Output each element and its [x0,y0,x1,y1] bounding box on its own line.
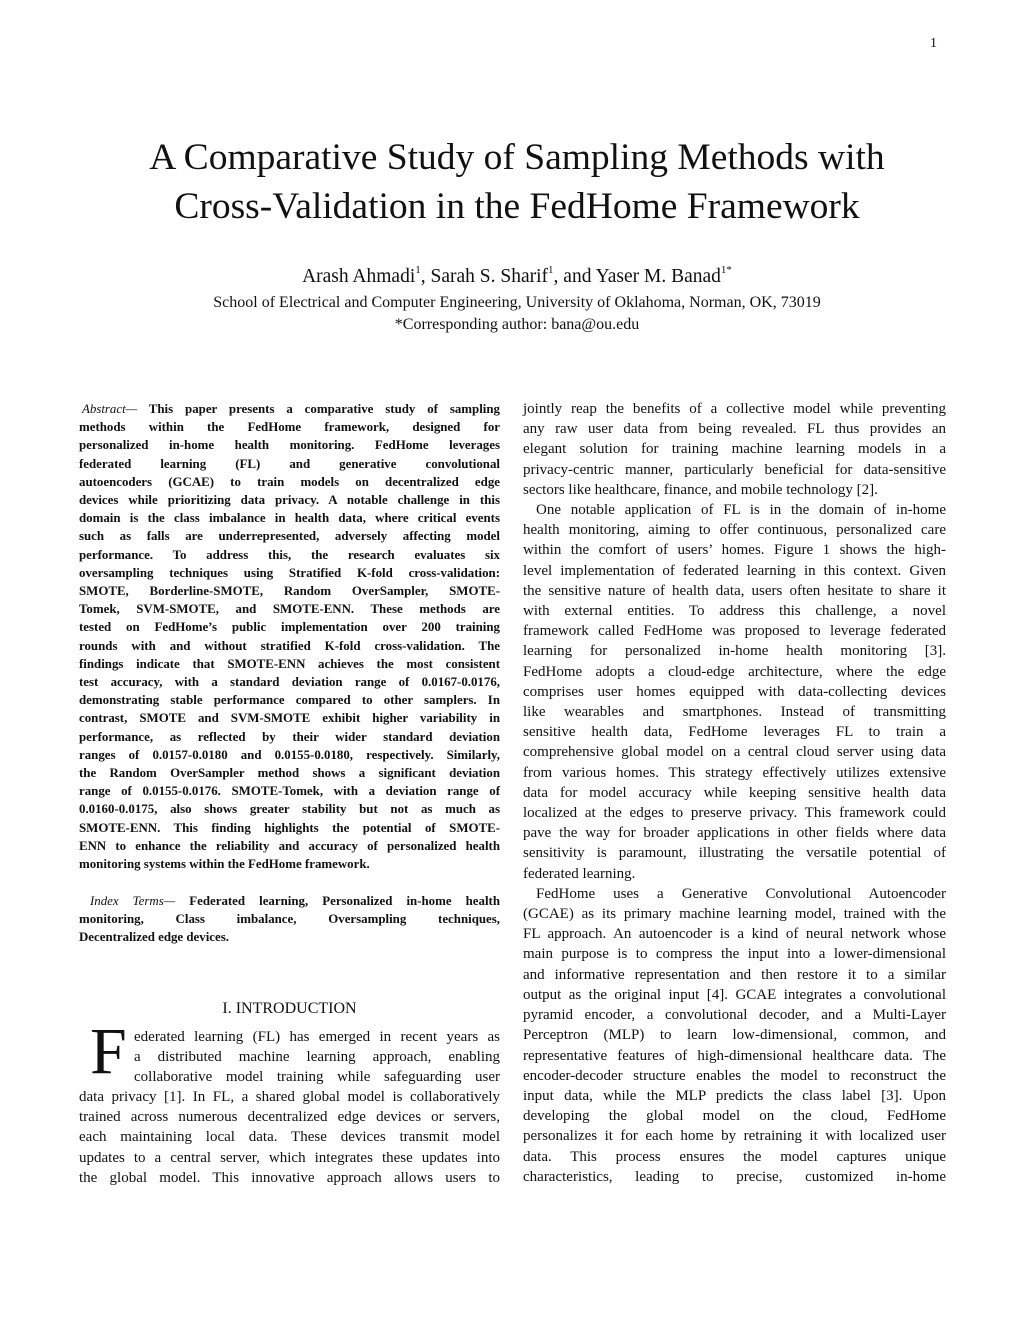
text-line [79,527,500,545]
line-text: elegant solution for training machine learning models in a [523,441,946,458]
lead-label: Index Terms— [90,894,176,908]
line-text: FedHome uses a Generative Convolutional Autoencoder [536,885,946,902]
line-text: range of 0.0155-0.0176. SMOTE-Tomek, with a deviation range of [79,784,500,799]
text-line [79,837,500,855]
text-line [523,520,946,540]
drop-cap: F [90,1015,127,1088]
text-line [79,819,500,837]
text-line [79,800,500,818]
line-text: framework called FedHome was proposed to leverage federated [523,623,946,640]
text-line [523,641,946,661]
line-text: such as falls are underrepresented, adversely affecting model [79,529,500,544]
text-line [523,965,946,985]
text-line [79,1127,500,1147]
page-number: 1 [930,36,937,51]
line-text: with external entities. To address this challenge, a novel [523,603,946,620]
text-line [79,637,500,655]
text-line [79,473,500,491]
line-text: findings indicate that SMOTE-ENN achieves the most consistent [79,656,500,671]
line-text: and informative representation and then restore it to a similar [523,966,946,983]
line-text: pyramid encoder, a convolutional decoder, and a Multi-Layer [523,1007,946,1024]
author-separator: , and [553,266,596,287]
line-text: within the comfort of users’ homes. Figure 1 shows the high- [523,542,946,559]
line-text: tested on FedHome’s public implementation over 200 training [79,620,500,635]
line-text: FL approach. An autoencoder is a kind of neural network whose [523,926,946,943]
text-line [79,673,500,691]
text-line [523,823,946,843]
line-text: SMOTE-ENN. This finding highlights the potential of SMOTE- [79,820,500,835]
text-line [523,843,946,863]
author-separator: , [420,266,431,287]
line-text: comprehensive global model on a central cloud server using data [523,744,946,761]
text-line [79,1047,500,1067]
line-text: the Random OverSampler method shows a significant deviation [79,766,500,781]
text-line [79,436,500,454]
affiliation: School of Electrical and Computer Engineering, University of Oklahoma, Norman, OK, 73019 [213,294,821,311]
text-line [79,892,500,910]
text-line [523,904,946,924]
text-line [79,509,500,527]
text-line [79,418,500,436]
line-text: ranges of 0.0157-0.0180 and 0.0155-0.0180, respectively. Similarly, [79,747,500,762]
text-line [79,746,500,764]
text-line [523,561,946,581]
text-line [523,763,946,783]
line-text: personalized in-home health monitoring. FedHome leverages [79,438,500,453]
line-text: performance, as reflected by their wider standard deviation [79,729,500,744]
line-text: Decentralized edge devices. [79,930,229,945]
line-text: federated learning (FL) and generative convolutional [79,456,500,471]
line-text: data for model accuracy while keeping sensitive health data [523,784,946,801]
text-line [79,728,500,746]
line-text: methods within the FedHome framework, designed for [79,420,500,435]
text-line [523,1126,946,1146]
text-line [79,1067,500,1087]
line-text: the sensitive nature of health data, users often hesitate to share it [523,582,946,599]
line-text: updates to a central server, which integrates these updates into [79,1149,500,1166]
text-line [523,500,946,520]
line-text: output as the original input [4]. GCAE integrates a convolutional [523,986,946,1003]
text-line [523,783,946,803]
line-text: contrast, SMOTE and SVM-SMOTE exhibit higher variability in [79,711,500,726]
line-text: a distributed machine learning approach, enabling [134,1049,500,1066]
introduction-text [79,1027,500,1188]
text-line [79,1168,500,1188]
text-line [79,455,500,473]
text-line [523,601,946,621]
line-text: encoder-decoder structure enables the model to reconstruct the [523,1067,946,1084]
text-line [523,742,946,762]
line-text: like wearables and smartphones. Instead of transmitting [523,704,946,721]
line-text: representative features of high-dimensional healthcare data. The [523,1047,946,1064]
text-line [523,1086,946,1106]
text-line [523,884,946,904]
line-text: pave the way for broader applications in other fields where data [523,825,946,842]
text-line [79,546,500,564]
text-line [523,460,946,480]
text-line [523,1106,946,1126]
text-line [523,1147,946,1167]
line-text: characteristics, leading to precise, customized in-home [523,1168,946,1185]
text-line [79,1148,500,1168]
line-text: ENN to enhance the reliability and accuracy of personalized health [79,838,500,853]
line-text: devices while prioritizing data privacy. A notable challenge in this [79,493,500,508]
text-line [79,1107,500,1127]
line-text: Tomek, SVM-SMOTE, and SMOTE-ENN. These methods are [79,602,500,617]
text-line [79,691,500,709]
lead-label: Abstract— [82,402,138,416]
line-text: main purpose is to compress the input into a lower-dimensional [523,946,946,963]
text-line [79,600,500,618]
text-line [523,581,946,601]
text-line [79,618,500,636]
author-affiliation-mark: 1* [720,264,732,276]
line-text: jointly reap the benefits of a collective model while preventing [523,401,946,417]
line-text: (GCAE) as its primary machine learning model, trained with the [523,906,946,923]
text-line [523,1005,946,1025]
text-line [79,1027,500,1047]
line-text: domain is the class imbalance in health data, where critical events [79,511,500,526]
text-line [523,722,946,742]
line-text: each maintaining local data. These devices transmit model [79,1129,500,1146]
text-line [523,682,946,702]
text-line [79,582,500,600]
text-line [523,399,946,419]
text-line [79,910,500,928]
line-text: performance. To address this, the research evaluates six [79,547,500,562]
line-text: autoencoders (GCAE) to train models on decentralized edge [79,474,500,489]
right-column-text [523,399,946,1187]
text-line [523,621,946,641]
text-line [523,924,946,944]
line-text: learning for personalized in-home health monitoring [3]. [523,643,946,660]
corresponding-author: *Corresponding author: bana@ou.edu [394,316,640,333]
text-line [79,764,500,782]
line-text: federated learning. [523,865,636,882]
line-text: personalizes it for each home by retraining it with localized user [523,1128,946,1145]
line-text: from various homes. This strategy effectively utilizes extensive [523,764,946,781]
line-text: 0.0160-0.0175, also shows greater stability but not as much as [79,802,500,817]
text-line [79,491,500,509]
line-text: sensitivity is paramount, illustrating the versatile potential of [523,845,946,862]
text-line [523,1025,946,1045]
text-line [79,855,500,873]
line-text: rounds with and without stratified K-fold cross-validation. The [79,638,500,653]
line-text: sensitive health data, FedHome leverages FL to train a [523,724,946,741]
text-line [79,928,500,946]
line-text: ederated learning (FL) has emerged in recent years as [134,1029,500,1045]
text-line [523,662,946,682]
text-line [523,702,946,722]
line-text: This paper presents a comparative study of sampling [137,402,500,416]
line-text: trained across numerous decentralized edge devices or servers, [79,1109,500,1126]
text-line [523,803,946,823]
text-line [79,564,500,582]
text-line [523,540,946,560]
author-name: Sarah S. Sharif [430,266,549,287]
author-name: Yaser M. Banad [595,266,721,287]
line-text: health monitoring, aiming to offer continuous, personalized care [523,522,946,539]
line-text: FedHome adopts a cloud-edge architecture, where the edge [523,663,946,680]
line-text: localized at the edges to preserve privacy. This framework could [523,805,946,822]
line-text: input data, while the MLP predicts the class label [3]. Upon [523,1087,946,1104]
line-text: demonstrating stable performance compared to other samplers. In [79,693,500,708]
line-text: data privacy [1]. In FL, a shared global model is collaboratively [79,1089,500,1106]
text-line [79,1087,500,1107]
line-text: sectors like healthcare, finance, and mobile technology [2]. [523,481,878,498]
line-text: Federated learning, Personalized in-home health [175,894,500,908]
text-line [523,864,946,884]
line-text: test accuracy, with a standard deviation range of 0.0167-0.0176, [79,675,500,690]
text-line [523,1046,946,1066]
abstract [79,400,500,873]
line-text: monitoring systems within the FedHome framework. [79,857,370,872]
line-text: data. This process ensures the model captures unique [523,1148,946,1165]
author-name: Arash Ahmadi [302,266,416,287]
line-text: collaborative model training while safeguarding user [134,1069,500,1086]
section-heading-introduction: I. INTRODUCTION [222,1000,357,1017]
text-line [79,400,500,418]
text-line [523,419,946,439]
text-line [79,709,500,727]
line-text: any raw user data from being revealed. FL thus provides an [523,421,946,438]
text-line [523,480,946,500]
text-line [523,985,946,1005]
line-text: privacy-centric manner, particularly beneficial for data-sensitive [523,461,946,478]
paper-title-line-2: Cross-Validation in the FedHome Framework [174,186,860,227]
line-text: SMOTE, Borderline-SMOTE, Random OverSampler, SMOTE- [79,584,500,599]
author-list [0,266,1024,288]
text-line [523,1066,946,1086]
line-text: level implementation of federated learning in this context. Given [523,562,946,579]
paper-title-line-1: A Comparative Study of Sampling Methods with [149,137,885,178]
line-text: One notable application of FL is in the domain of in-home [536,502,946,519]
text-line [523,439,946,459]
line-text: the global model. This innovative approach allows users to [79,1169,500,1186]
line-text: comprises user homes equipped with data-collecting devices [523,683,946,700]
text-line [523,1167,946,1187]
author-affiliation-mark: 1 [415,264,421,276]
line-text: monitoring, Class imbalance, Oversampling techniques, [79,912,500,927]
line-text: developing the global model on the cloud, FedHome [523,1108,946,1125]
text-line [79,655,500,673]
line-text: oversampling techniques using Stratified K-fold cross-validation: [79,565,500,580]
author-affiliation-mark: 1 [548,264,554,276]
text-line [523,944,946,964]
text-line [79,782,500,800]
line-text: Perceptron (MLP) to learn low-dimensional, common, and [523,1027,946,1044]
index-terms [79,892,500,947]
